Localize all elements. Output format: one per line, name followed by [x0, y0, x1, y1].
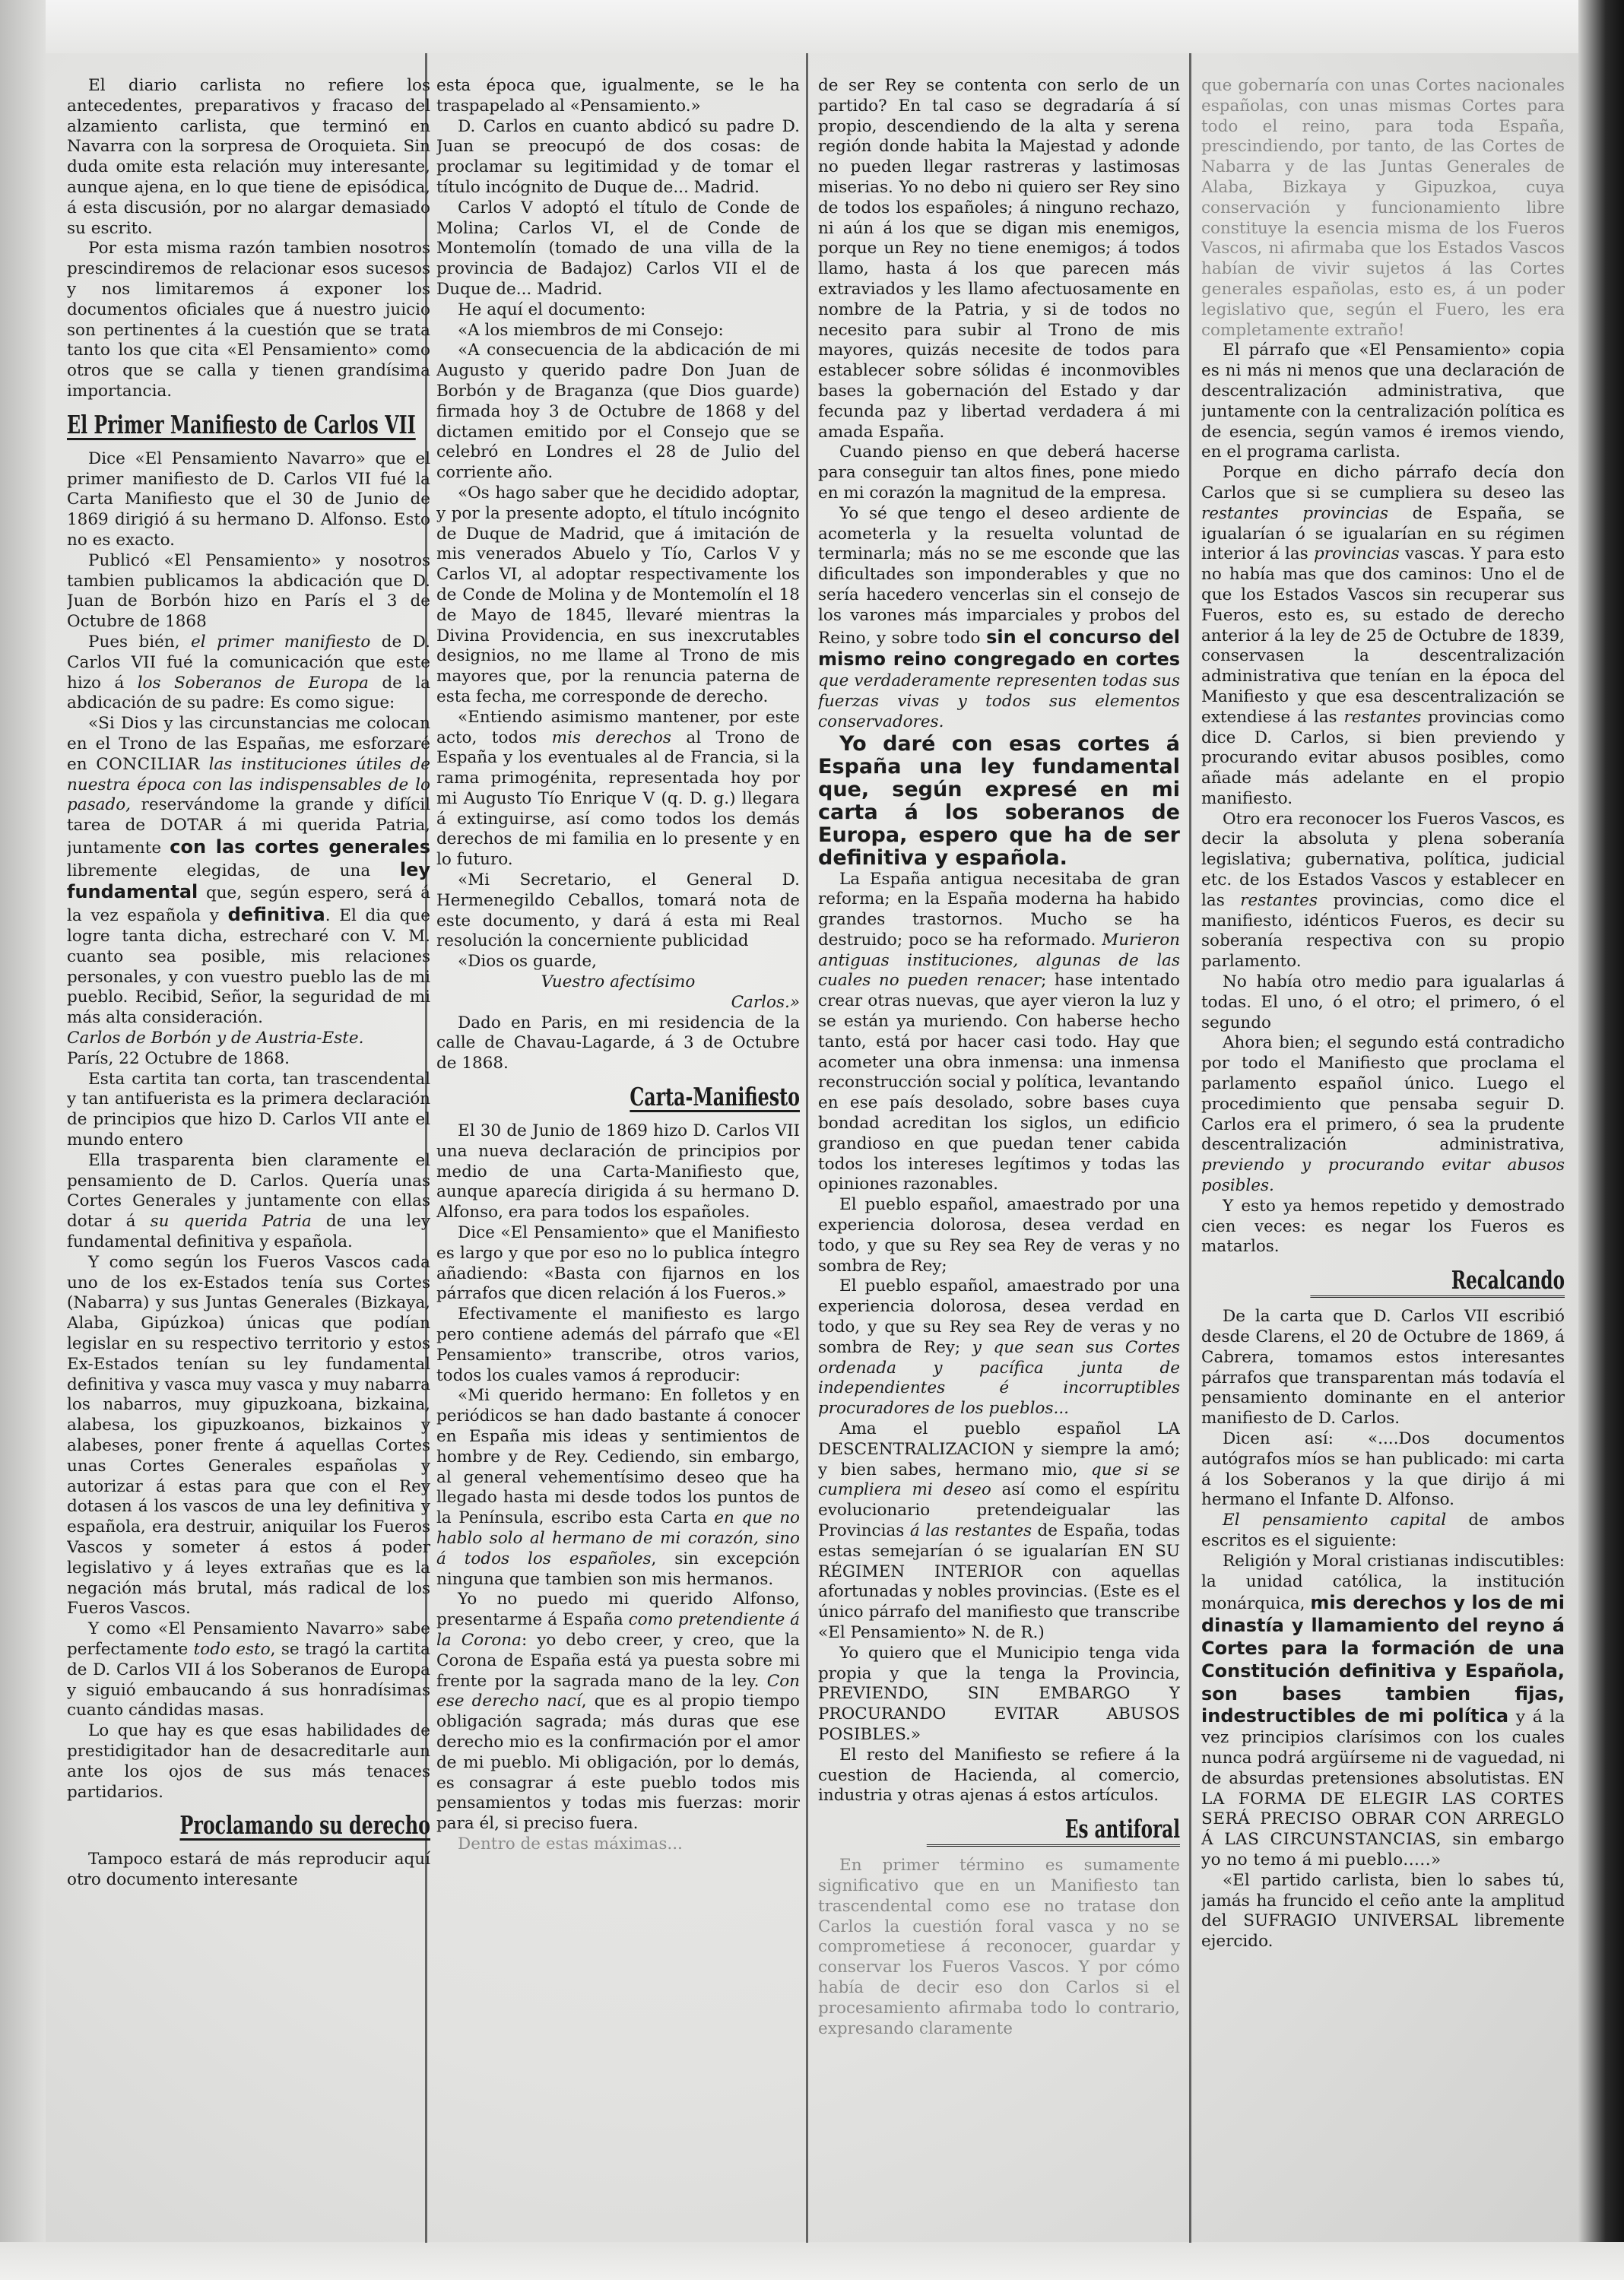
paragraph: El pensamiento capital de ambos escritos es el siguiente:: [1201, 1511, 1565, 1550]
signature: Carlos de Borbón y de Austria-Este.: [67, 1029, 364, 1048]
paragraph: Esta cartita tan corta, tan trascendental y tan antifuerista es la primera declaración de principios que hizo D. Carlos VII ante el mundo entero: [67, 1069, 430, 1150]
paragraph: El pueblo español, amaestrado por una experiencia dolorosa, desea verdad en todo, y que su Rey sea Rey de veras y no sombra de Rey; y que sean sus Cortes ordenada y pacífica junta de independientes é incorruptibles procuradores de los pueblos...: [818, 1276, 1180, 1419]
paragraph: «Si Dios y las circunstancias me colocan en el Trono de las Españas, me esforzaré en CONCILIAR las instituciones útiles de nuestra época con las indispensables de lo pasado, reservándome la grande y difícil tarea de DOTAR á mi querida Patria, juntamente con las cortes generales libremente elegidas, de una ley fundamental que, según espero, será á la vez española y definitiva. El dia que logre tanta dicha, estrecharé con V. M. cuanto sea posible, mis relaciones personales, y con vuestro pueblo las de mi pueblo. Recibid, Señor, la seguridad de mi más alta consideración.: [67, 714, 430, 1028]
paragraph: D. Carlos en cuanto abdicó su padre D. Juan se preocupó de dos cosas: de proclamar su legitimidad y de tomar el título incógnito de Duque de... Madrid.: [436, 116, 800, 197]
paragraph: Por esta misma razón tambien nosotros prescindiremos de relacionar esos sucesos y nos limitaremos á exponer los documentos oficiales que á nuestro juicio son pertinentes á la cuestión que se trata tanto los que cita «El Pensamiento» como otros que se calla y tienen grandísima importancia.: [67, 239, 430, 401]
paragraph: Ella trasparenta bien claramente el pensamiento de D. Carlos. Quería unas Cortes Generales y juntamente con ellas dotar á su querida Patria de una ley fundamental definitiva y española.: [67, 1150, 430, 1252]
signature: Carlos.»: [731, 992, 800, 1012]
column-2: [436, 76, 800, 2220]
paragraph: El párrafo que «El Pensamiento» copia es ni más ni menos que una declaración de descentralización administrativa, que juntamente con la centralización política es de esencia, según vamos é iremos viendo, en el programa carlista.: [1201, 341, 1565, 462]
paragraph: Cuando pienso en que deberá hacerse para conseguir tan altos fines, pone miedo en mi corazón la magnitud de la empresa.: [818, 442, 1180, 503]
paragraph: Y como según los Fueros Vascos cada uno de los ex-Estados tenía sus Cortes (Nabarra) y sus Juntas Generales (Bizkaya, Alaba, Gipúzkoa) únicas que podían legislar en su respectivo territorio y estos Ex-Estados tenían su ley fundamental definitiva y vasca muy vasca y muy nabarra los nabarros, muy gipuzkoana, bizkaina, alabesa, los gipuzkoanos, bizkainos y alabeses, poner frente á aquellas Cortes unas Cortes Generales españolas y autorizar á estas para que con el Rey dotasen á los vascos de una ley definitiva y española, era destruir, aniquilar los Fueros Vascos y someter á estos á poder legislativo y á leyes extrañas que es la negación más brutal, más radical de los Fueros Vascos.: [67, 1252, 430, 1619]
paragraph: Dice «El Pensamiento» que el Manifiesto es largo y que por eso no lo publica íntegro añadiendo: «Basta con fijarnos en los párrafos que dicen relación á los Fueros.»: [436, 1223, 800, 1304]
paragraph: Y como «El Pensamiento Navarro» sabe perfectamente todo esto, se tragó la cartita de D. Carlos VII á los Soberanos de Europa y siguió embaucando á sus honradísimas cuanto cándidas masas.: [67, 1619, 430, 1720]
paragraph: Yo quiero que el Municipio tenga vida propia y que la tenga la Provincia, PREVIENDO, SIN EMBARGO Y PROCURANDO EVITAR ABUSOS POSIBLES.»: [818, 1643, 1180, 1744]
paragraph: Carlos V adoptó el título de Conde de Molina; Carlos VI, el de Conde de Montemolín (tomado de una villa de la provincia de Badajoz) Carlos VII el de Duque de... Madrid.: [436, 198, 800, 299]
column-rule: [806, 53, 808, 2243]
paragraph: He aquí el documento:: [458, 300, 646, 319]
column-1: [67, 76, 430, 2220]
paragraph: esta época que, igualmente, se le ha traspapelado al «Pensamiento.»: [436, 76, 800, 116]
paragraph: Tampoco estará de más reproducir aquí otro documento interesante: [67, 1850, 430, 1890]
paragraph: de ser Rey se contenta con serlo de un partido? En tal caso se degradaría á sí propio, descendiendo de la alta y serena región donde habita la Majestad y adonde no pueden llegar rastreras y lastimosas miserias. Yo no debo ni quiero ser Rey sino de todos los españoles; á ninguno rechazo, ni aún á los que se digan mis enemigos, porque un Rey no tiene enemigos; á todos llamo, hasta á los que parecen más extraviados y les llamo afectuosamente en nombre de la Patria, y si de todos no necesito para subir al Trono de mis mayores, quizás necesite de todos para establecer sobre sólidas é inconmovibles bases la gobernación del Estado y dar fecunda paz y libertad verdadera á mi amada España.: [818, 76, 1180, 442]
paragraph: Y esto ya hemos repetido y demostrado cien veces: es negar los Fueros es matarlos.: [1201, 1196, 1565, 1257]
paragraph: Ama el pueblo español LA DESCENTRALIZACION y siempre la amó; y bien sabes, hermano mio, que si se cumpliera mi deseo así como el espíritu evolucionario pretendeigualar las Provincias á las restantes de España, todas estas semejarían ó se igualarían EN SU RÉGIMEN INTERIOR con aquellas afortunadas y nobles provincias. (Este es el único párrafo del manifiesto que transcribe «El Pensamiento» N. de R.): [818, 1419, 1180, 1642]
section-heading: Recalcando: [1310, 1265, 1565, 1298]
paragraph: «A los miembros de mi Consejo:: [458, 320, 724, 340]
column-4: [1201, 76, 1565, 2220]
section-heading: Proclamando su derecho: [179, 1810, 430, 1841]
page-edge-right: [1578, 0, 1624, 2280]
paragraph: «A consecuencia de la abdicación de mi Augusto y querido padre Don Juan de Borbón y de Braganza (que Dios guarde) firmada hoy 3 de Octubre de 1868 y del dictamen emitido por el Consejo que se celebró en Londres el 28 de Julio del corriente año.: [436, 341, 800, 483]
column-3: [818, 76, 1180, 2220]
paragraph: Yo no puedo mi querido Alfonso, presentarme á España como pretendiente á la Corona: yo debo creer, y creo, que la Corona de España está ya puesta sobre mi frente por la sagrada mano de la ley. Con ese derecho nací, que es al propio tiempo obligación sagrada; más duras que ese derecho mio es la confirmación por el amor de mi pueblo. Mi obligación, por lo demás, es consagrar á este pueblo todos mis pensamientos y todas mis fuerzas: morir para él, si preciso fuera.: [436, 1590, 800, 1834]
closing: Vuestro afectísimo: [541, 972, 696, 992]
paragraph: El 30 de Junio de 1869 hizo D. Carlos VII una nueva declaración de principios por medio de una Carta-Manifiesto que, aunque aparecía dirigida á su hermano D. Alfonso, era para todos los españoles.: [436, 1121, 800, 1222]
paragraph: De la carta que D. Carlos VII escribió desde Clarens, el 20 de Octubre de 1869, á Cabrera, tomamos estos interesantes párrafos que transparentan más todavía el pensamiento dominante en el anterior manifiesto de D. Carlos.: [1201, 1307, 1565, 1429]
paragraph-faded: En primer término es sumamente significativo que en un Manifiesto tan trascendental como ese no tratase don Carlos la cuestión foral vasca y no se comprometiese á reconocer, guardar y conservar los Fueros Vascos. Y por cómo había de decir eso don Carlos si el procesamiento afirmaba todo lo contrario, expresando claramente: [818, 1856, 1180, 2038]
paragraph-faded: Dentro de estas máximas...: [458, 1834, 683, 1853]
paragraph: Ahora bien; el segundo está contradicho por todo el Manifiesto que proclama el parlamento español único. Luego el procedimiento que pensaba seguir D. Carlos era el primero, ó sea la prudente descentralización administrativa, previendo y procurando evitar abusos posibles.: [1201, 1033, 1565, 1196]
paragraph: Publicó «El Pensamiento» y nosotros tambien publicamos la abdicación que D. Juan de Borbón hizo en París el 3 de Octubre de 1868: [67, 550, 430, 632]
paragraph: Dicen así: «....Dos documentos autógrafos míos se han publicado: mi carta á los Soberanos y la que dirijo á mi hermano el Infante D. Alfonso.: [1201, 1429, 1565, 1510]
section-heading: El Primer Manifiesto de Carlos VII: [67, 409, 416, 439]
paragraph: El pueblo español, amaestrado por una experiencia dolorosa, desea verdad en todo, y que su Rey sea Rey de veras y no sombra de Rey;: [818, 1195, 1180, 1276]
paragraph: Otro era reconocer los Fueros Vascos, es decir la absoluta y plena soberanía legislativa; gubernativa, política, judicial etc. de los Estados Vascos y establecer en las restantes provincias, como dice el manifiesto, idénticos Fueros, es decir su soberanía respectiva con su propio parlamento.: [1201, 809, 1565, 972]
bold-quote: Yo daré con esas cortes á España una ley fundamental que, según expresé en mi carta á los soberanos de Europa, espero que ha de ser definitiva y española.: [818, 731, 1180, 870]
paragraph: Pues bién, el primer manifiesto de D. Carlos VII fué la comunicación que este hizo á los Soberanos de Europa de la abdicación de su padre: Es como sigue:: [67, 632, 430, 713]
paragraph: No había otro medio para igualarlas á todas. El uno, ó el otro; el primero, ó el segundo: [1201, 972, 1565, 1032]
paragraph: La España antigua necesitaba de gran reforma; en la España moderna ha habido grandes trastornos. Mucho se ha destruido; poco se ha reformado. Murieron antiguas instituciones, algunas de las cuales no pueden renacer; hase intentado crear otras nuevas, que ayer vieron la luz y se están ya muriendo. Con haberse hecho tanto, está por hacer casi todo. Hay que acometer una obra inmensa: una inmensa reconstrucción social y política, levantando en ese país desolado, sobre bases cuya bondad acreditan los siglos, un edificio grandioso en que puedan tener cabida todos los intereses legítimos y todas las opiniones razonables.: [818, 869, 1180, 1194]
paragraph: Religión y Moral cristianas indiscutibles: la unidad católica, la institución monárquica, mis derechos y los de mi dinastía y llamamiento del reyno á Cortes para la formación de una Constitución definitiva y Española, son bases tambien fijas, indestructibles de mi política y á la vez principios clarísimos con los cuales nunca podrá argüírseme ni de vaguedad, ni de absurdas pretensiones absolutistas. EN LA FORMA DE ELEGIR LAS CORTES SERÁ PRECISO OBRAR CON ARREGLO Á LAS CIRCUNSTANCIAS, sin embargo yo no temo á mi pueblo.....»: [1201, 1551, 1565, 1869]
paragraph: «Os hago saber que he decidido adoptar, y por la presente adopto, el título incógnito de Duque de Madrid, que á imitación de mis venerados Abuelo y Tío, Carlos V y Carlos VI, al adoptar respectivamente los de Conde de Molina y de Montemolín el 18 de Mayo de 1845, llevaré mientras la Divina Providencia, en sus inexcrutables designios, no me llame al Trono de mis mayores que, por la renuncia paterna de esta fecha, me corresponde de derecho.: [436, 483, 800, 706]
paragraph: «Entiendo asimismo mantener, por este acto, todos mis derechos al Trono de España y los eventuales al de Francia, si la rama primogénita, representada hoy por mi Augusto Tío Enrique V (q. D. g.) llegara á extinguirse, así como todos los demás derechos de mi familia en lo presente y en lo futuro.: [436, 707, 800, 870]
column-rule: [1189, 53, 1191, 2243]
page-edge-bottom: [0, 2242, 1624, 2280]
page-edge-top: [0, 0, 1624, 53]
paragraph: Efectivamente el manifiesto es largo pero contiene además del párrafo que «El Pensamiento» transcribe, otros varios, todos los cuales vamos á reproducir:: [436, 1305, 800, 1385]
paragraph: «Mi querido hermano: En folletos y en periódicos se han dado bastante á conocer en España mis ideas y sentimientos de hombre y de Rey. Cediendo, sin embargo, al general vehementísimo deseo que ha llegado hasta mi desde todos los puntos de la Península, escribo esta Carta en que no hablo solo al hermano de mi corazón, sino á todos los españoles, sin excepción ninguna que tambien son mis hermanos.: [436, 1386, 800, 1589]
section-heading: Es antiforal: [927, 1814, 1180, 1847]
dateline: Dado en Paris, en mi residencia de la calle de Chavau-Lagarde, á 3 de Octubre de 1868.: [436, 1013, 800, 1073]
paragraph: que gobernaría con unas Cortes nacionales españolas, con unas mismas Cortes para todo el reino, para toda España, prescindiendo, por tanto, de las Cortes de Nabarra y de las Juntas Generales de Alaba, Bizkaya y Gipuzkoa, cuya conservación y funcionamiento libre constituye la esencia misma de los Fueros Vascos, ni afirmaba que los Estados Vascos habían de vivir sujetos á las Cortes generales españolas, esto es, á un poder legislativo que, según el Fuero, les era completamente extraño!: [1201, 76, 1565, 340]
paragraph: Porque en dicho párrafo decía don Carlos que si se cumpliera su deseo las restantes provincias de España, se igualarían ó se igualarían en su régimen interior á las provincias vascas. Y para esto no había mas que dos caminos: Uno el de que los Estados Vascos sin recuperar sus Fueros, esto es, su estado de derecho anterior á la ley de 25 de Octubre de 1839, conservasen la descentralización administrativa que tenían en la época del Manifiesto y que esa descentralización se extendiese á las restantes provincias como dice D. Carlos, si bien previendo y procurando evitar abusos posibles, como añade más adelante en el propio manifiesto.: [1201, 463, 1565, 808]
paragraph: «Mi Secretario, el General D. Hermenegildo Ceballos, tomará nota de este documento, y dará á esta mi Real resolución la concerniente publicidad: [436, 870, 800, 951]
paragraph: Yo sé que tengo el deseo ardiente de acometerla y la resuelta voluntad de terminarla; más no se me esconde que las dificultades son imponderables y que no sería hacedero vencerlas sin el consejo de los varones más imparciales y probos del Reino, y sobre todo sin el concurso del mismo reino congregado en cortes que verdaderamente representen todas sus fuerzas vivas y todos sus elementos conservadores.: [818, 503, 1180, 731]
section-heading: Carta-Manifiesto: [630, 1082, 800, 1112]
dateline: París, 22 Octubre de 1868.: [67, 1048, 290, 1068]
page-edge-left: [0, 0, 46, 2280]
paragraph: «El partido carlista, bien lo sabes tú, jamás ha fruncido el ceño ante la amplitud del SUFRAGIO UNIVERSAL libremente ejercido.: [1201, 1870, 1565, 1952]
paragraph: Lo que hay es que esas habilidades de prestidigitador han de desacreditarle aun ante los ojos de sus más tenaces partidarios.: [67, 1721, 430, 1802]
paragraph: Dice «El Pensamiento Navarro» que el primer manifiesto de D. Carlos VII fué la Carta Manifiesto que el 30 de Junio de 1869 dirigió á su hermano D. Alfonso. Esto no es exacto.: [67, 449, 430, 550]
paragraph: El resto del Manifiesto se refiere á la cuestion de Hacienda, al comercio, industria y otras ajenas á estos artículos.: [818, 1745, 1180, 1806]
paragraph: «Dios os guarde,: [458, 952, 597, 972]
paragraph: El diario carlista no refiere los antecedentes, preparativos y fracaso del alzamiento carlista, que terminó en Navarra con la sorpresa de Oroquieta. Sin duda omite esta relación muy interesante, aunque ajena, en lo que tiene de episódica, á esta discusión, por no alargar demasiado su escrito.: [67, 76, 430, 238]
